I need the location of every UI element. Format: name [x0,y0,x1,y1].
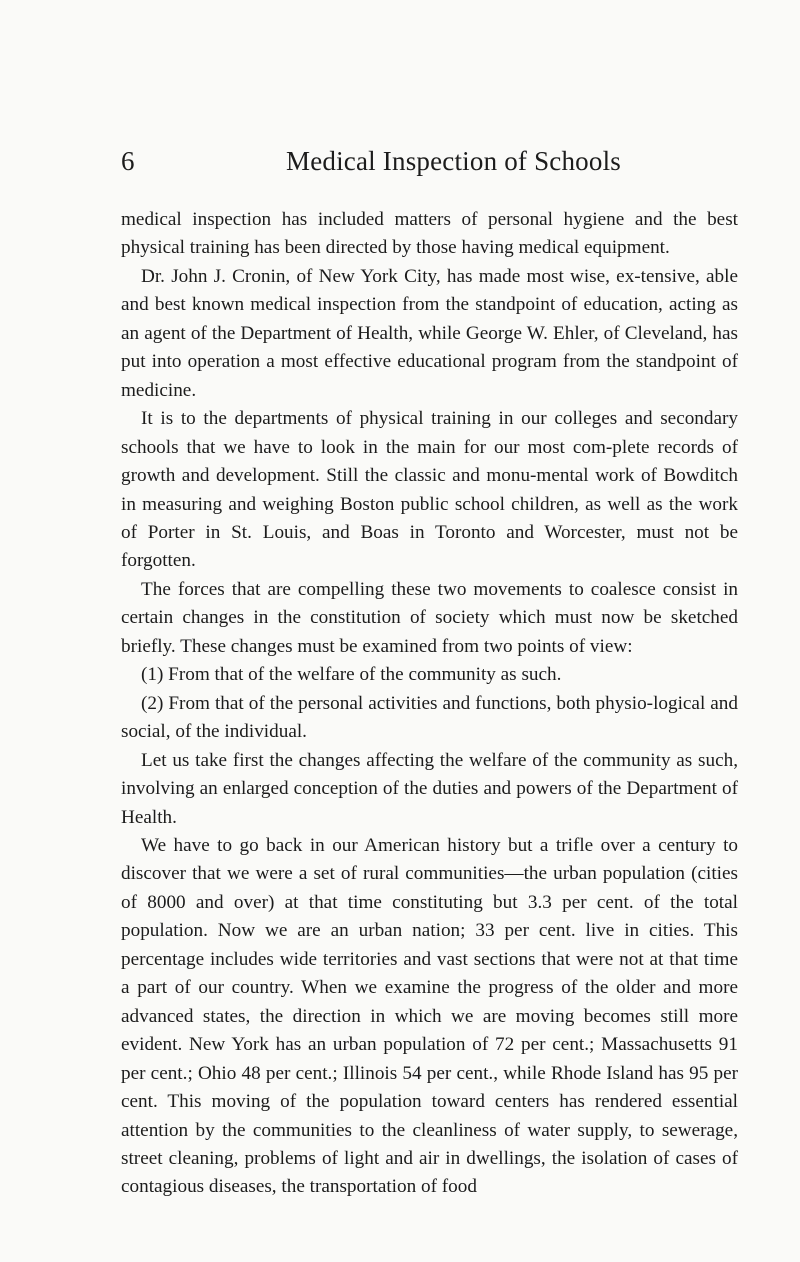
paragraph: Let us take first the changes affecting the welfare of the community as such, involving an enlarged conception of the duties and powers of the Department of Health. [121,749,738,828]
running-title: Medical Inspection of Schools [286,146,621,176]
page-number: 6 [121,146,135,176]
body-text [121,206,738,1202]
paragraph: (2) From that of the personal activities and functions, both physio-logical and social, of the individual. [121,692,738,743]
paragraph: We have to go back in our American history but a trifle over a century to discover that we were a set of rural communities—the urban population (cities of 8000 and over) at that time constituting but 3.3 per cent. of the total population. Now we are an urban nation; 33 per cent. live in cities. This percentage includes wide territories and vast sections that were not at that time a part of our country. When we examine the progress of the older and more advanced states, the direction in which we are moving becomes still more evident. New York has an urban population of 72 per cent.; Massachusetts 91 per cent.; Ohio 48 per cent.; Illinois 54 per cent., while Rhode Island has 95 per cent. This moving of the population toward centers has rendered essential attention by the communities to the cleanliness of water supply, to sewerage, street cleaning, problems of light and air in dwellings, the isolation of cases of contagious diseases, the transportation of food [121,834,738,1198]
paragraph: It is to the departments of physical training in our colleges and secondary schools that we have to look in the main for our most com-plete records of growth and development. Still the classic and monu-mental work of Bowditch in measuring and weighing Boston public school children, as well as the work of Porter in St. Louis, and Boas in Toronto and Worcester, must not be forgotten. [121,408,738,572]
page-header [0,141,800,181]
paragraph: (1) From that of the welfare of the community as such. [141,664,562,686]
paragraph: The forces that are compelling these two movements to coalesce consist in certain changes in the constitution of society which must now be sketched briefly. These changes must be examined from two points of view: [121,578,738,657]
paragraph: medical inspection has included matters of personal hygiene and the best physical training has been directed by those having medical equipment. [121,209,738,259]
paragraph: Dr. John J. Cronin, of New York City, has made most wise, ex-tensive, able and best known medical inspection from the standpoint of education, acting as an agent of the Department of Health, while George W. Ehler, of Cleveland, has put into operation a most effective educational program from the standpoint of medicine. [121,265,738,401]
